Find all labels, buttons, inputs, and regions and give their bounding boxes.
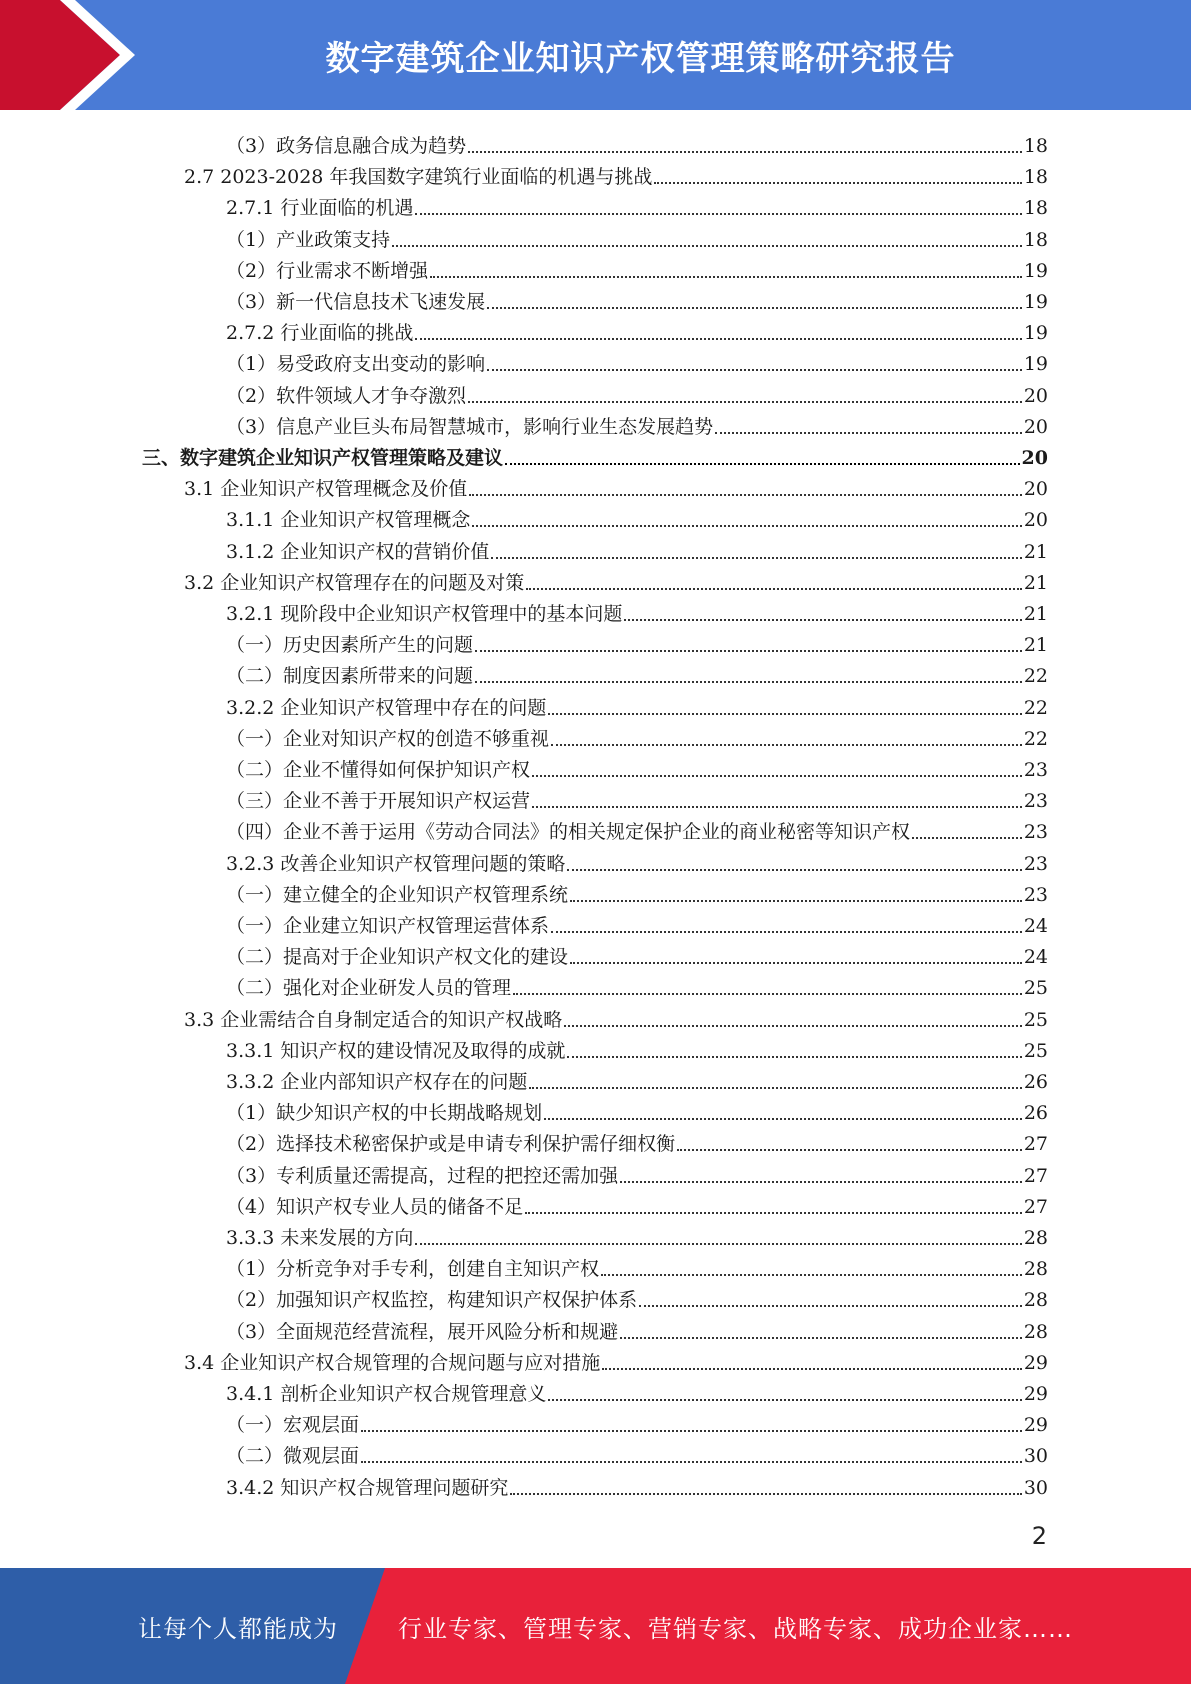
toc-entry-page: 20 (1021, 447, 1048, 469)
toc-dot-leader (677, 1148, 1022, 1151)
toc-entry[interactable] (226, 1032, 1048, 1063)
toc-entry-page: 28 (1023, 1227, 1048, 1249)
toc-entry[interactable] (226, 252, 1048, 283)
toc-entry-label: （2）加强知识产权监控，构建知识产权保护体系 (226, 1289, 638, 1312)
toc-entry-label: （二）企业不懂得如何保护知识产权 (226, 759, 531, 781)
toc-entry[interactable] (226, 1125, 1048, 1156)
toc-entry-page: 26 (1023, 1102, 1048, 1125)
toc-entry[interactable] (226, 1375, 1048, 1406)
toc-entry-label: 三、数字建筑企业知识产权管理策略及建议 (142, 447, 504, 469)
toc-entry-label: （3）新一代信息技术飞速发展 (226, 291, 486, 313)
toc-entry-label: （一）宏观层面 (226, 1414, 360, 1437)
toc-entry-page: 19 (1023, 291, 1048, 313)
toc-dot-leader (620, 1180, 1022, 1183)
toc-entry[interactable] (226, 876, 1048, 907)
toc-entry[interactable] (184, 1344, 1048, 1375)
toc-entry[interactable] (226, 1094, 1048, 1125)
toc-dot-leader (551, 930, 1022, 933)
toc-entry[interactable] (184, 564, 1048, 595)
toc-entry-label: （四）企业不善于运用《劳动合同法》的相关规定保护企业的商业秘密等知识产权 (226, 821, 911, 844)
toc-entry-label: 3.2.2 企业知识产权管理中存在的问题 (226, 696, 547, 719)
toc-dot-leader (392, 244, 1022, 247)
toc-entry-label: 3.4.1 剖析企业知识产权合规管理意义 (226, 1383, 547, 1405)
toc-dot-leader (570, 961, 1022, 964)
toc-entry[interactable] (226, 845, 1048, 876)
toc-dot-leader (526, 587, 1022, 590)
header-arrow-icon (0, 0, 160, 110)
toc-entry[interactable] (226, 751, 1048, 782)
toc-entry-page: 25 (1023, 1039, 1048, 1062)
toc-dot-leader (513, 992, 1022, 995)
toc-entry[interactable] (226, 314, 1048, 345)
toc-entry-label: （一）企业建立知识产权管理运营体系 (226, 915, 550, 937)
toc-dot-leader (620, 1336, 1022, 1339)
toc-entry-label: （3）政务信息融合成为趋势 (226, 135, 467, 157)
document-title: 数字建筑企业知识产权管理策略研究报告 (325, 38, 956, 79)
toc-entry-page: 22 (1023, 665, 1048, 688)
page-number: 2 (1031, 1522, 1047, 1550)
toc-entry[interactable] (184, 470, 1048, 501)
toc-dot-leader (570, 899, 1022, 902)
toc-entry-page: 21 (1023, 571, 1048, 594)
toc-entry-page: 28 (1023, 1289, 1048, 1312)
toc-entry[interactable] (226, 1188, 1048, 1219)
toc-entry-label: 3.2 企业知识产权管理存在的问题及对策 (184, 571, 525, 594)
toc-entry[interactable] (226, 501, 1048, 532)
toc-dot-leader (468, 150, 1022, 153)
toc-entry-page: 24 (1023, 946, 1048, 969)
toc-entry-page: 18 (1023, 197, 1048, 220)
toc-dot-leader (639, 1304, 1022, 1307)
toc-entry-label: （1）分析竞争对手专利，创建自主知识产权 (226, 1258, 600, 1281)
toc-entry-page: 23 (1023, 821, 1048, 844)
toc-entry-label: （二）微观层面 (226, 1445, 360, 1468)
toc-dot-leader (567, 1055, 1021, 1058)
toc-dot-leader (564, 1024, 1022, 1027)
toc-entry-page: 24 (1023, 915, 1048, 937)
toc-entry-label: （1）产业政策支持 (226, 228, 391, 251)
toc-entry-page: 27 (1023, 1164, 1048, 1187)
toc-entry[interactable] (226, 626, 1048, 657)
toc-entry-page: 22 (1023, 727, 1048, 750)
toc-dot-leader (551, 743, 1022, 746)
toc-entry[interactable] (226, 1063, 1048, 1094)
toc-entry[interactable] (226, 1157, 1048, 1188)
toc-entry-page: 29 (1023, 1414, 1048, 1437)
toc-entry-label: 3.3 企业需结合自身制定适合的知识产权战略 (184, 1008, 563, 1031)
toc-entry[interactable] (226, 377, 1048, 408)
toc-entry-page: 20 (1023, 478, 1048, 501)
toc-entry-page: 19 (1023, 259, 1048, 282)
toc-entry[interactable] (226, 345, 1048, 376)
toc-entry-label: （二）提高对于企业知识产权文化的建设 (226, 946, 569, 969)
toc-entry-label: （二）强化对企业研发人员的管理 (226, 977, 512, 1000)
toc-entry-page: 18 (1023, 135, 1048, 157)
toc-entry-page: 25 (1023, 1008, 1048, 1031)
toc-entry-page: 20 (1023, 415, 1048, 438)
toc-dot-leader (525, 1211, 1022, 1214)
toc-entry-page: 23 (1023, 852, 1048, 875)
toc-dot-leader (472, 524, 1021, 527)
toc-entry[interactable] (184, 1001, 1048, 1032)
toc-entry-label: 3.1.1 企业知识产权管理概念 (226, 509, 471, 532)
toc-dot-leader (469, 493, 1022, 496)
toc-entry[interactable] (226, 1469, 1048, 1500)
toc-dot-leader (475, 680, 1022, 683)
toc-entry-label: （一）历史因素所产生的问题 (226, 634, 474, 657)
toc-entry-page: 27 (1023, 1133, 1048, 1156)
toc-entry-page: 30 (1023, 1445, 1048, 1468)
toc-dot-leader (487, 368, 1022, 371)
toc-entry-page: 29 (1023, 1383, 1048, 1405)
toc-dot-leader (487, 306, 1022, 309)
toc-entry-label: （4）知识产权专业人员的储备不足 (226, 1195, 524, 1218)
toc-dot-leader (654, 181, 1021, 184)
toc-entry-page: 28 (1023, 1258, 1048, 1281)
toc-entry-page: 23 (1023, 790, 1048, 813)
toc-entry-label: 3.2.1 现阶段中企业知识产权管理中的基本问题 (226, 603, 623, 625)
toc-dot-leader (505, 462, 1020, 465)
toc-entry-label: 3.3.2 企业内部知识产权存在的问题 (226, 1071, 528, 1093)
footer-slogan-left: 让每个人都能成为 (138, 1614, 338, 1643)
toc-entry-label: 3.1 企业知识产权管理概念及价值 (184, 478, 468, 501)
toc-entry[interactable] (226, 1219, 1048, 1250)
toc-entry-label: （三）企业不善于开展知识产权运营 (226, 790, 531, 813)
toc-entry[interactable] (226, 533, 1048, 564)
toc-entry[interactable] (226, 813, 1048, 844)
toc-entry[interactable] (226, 720, 1048, 751)
toc-entry-label: 2.7.1 行业面临的机遇 (226, 197, 414, 220)
toc-entry[interactable] (226, 221, 1048, 252)
toc-entry[interactable] (226, 1313, 1048, 1344)
toc-dot-leader (415, 1242, 1021, 1245)
toc-entry[interactable] (184, 158, 1048, 189)
toc-entry-page: 27 (1023, 1195, 1048, 1218)
toc-entry[interactable] (226, 689, 1048, 720)
toc-dot-leader (532, 805, 1022, 808)
toc-entry[interactable] (226, 657, 1048, 688)
toc-dot-leader (415, 337, 1021, 340)
footer-banner (0, 1568, 1191, 1684)
toc-entry-label: （一）企业对知识产权的创造不够重视 (226, 727, 550, 750)
toc-dot-leader (548, 1398, 1021, 1401)
toc-entry[interactable] (226, 1437, 1048, 1468)
toc-dot-leader (361, 1460, 1022, 1463)
toc-entry-page: 21 (1023, 540, 1048, 563)
toc-entry-label: （一）建立健全的企业知识产权管理系统 (226, 883, 569, 906)
toc-entry[interactable] (226, 127, 1048, 158)
toc-entry[interactable] (226, 595, 1048, 626)
toc-dot-leader (529, 1086, 1021, 1089)
toc-entry[interactable] (226, 1406, 1048, 1437)
toc-dot-leader (544, 1117, 1022, 1120)
toc-entry-label: 3.3.1 知识产权的建设情况及取得的成就 (226, 1039, 566, 1062)
toc-dot-leader (601, 1273, 1022, 1276)
toc-entry-page: 20 (1023, 384, 1048, 407)
toc-entry-page: 19 (1023, 322, 1048, 345)
toc-dot-leader (624, 618, 1021, 621)
toc-entry-label: 2.7.2 行业面临的挑战 (226, 322, 414, 345)
toc-entry[interactable] (226, 782, 1048, 813)
toc-entry[interactable] (226, 1250, 1048, 1281)
toc-entry-page: 19 (1023, 353, 1048, 376)
toc-entry-label: （3）全面规范经营流程，展开风险分析和规避 (226, 1320, 619, 1343)
toc-entry-label: （1）缺少知识产权的中长期战略规划 (226, 1102, 543, 1125)
toc-entry-page: 29 (1023, 1351, 1048, 1374)
toc-entry-label: （3）专利质量还需提高，过程的把控还需加强 (226, 1164, 619, 1187)
toc-dot-leader (510, 1492, 1021, 1495)
toc-dot-leader (715, 431, 1022, 434)
toc-entry[interactable] (226, 907, 1048, 938)
toc-dot-leader (430, 275, 1022, 278)
toc-dot-leader (602, 1367, 1022, 1370)
toc-entry-page: 20 (1023, 509, 1048, 532)
toc-entry[interactable] (226, 969, 1048, 1000)
toc-entry[interactable] (226, 189, 1048, 220)
toc-dot-leader (415, 212, 1021, 215)
toc-dot-leader (532, 774, 1022, 777)
toc-entry-label: 3.1.2 企业知识产权的营销价值 (226, 540, 490, 563)
toc-entry-label: （2）行业需求不断增强 (226, 259, 429, 282)
toc-entry[interactable] (226, 408, 1048, 439)
toc-entry-label: （二）制度因素所带来的问题 (226, 665, 474, 688)
toc-entry-label: （3）信息产业巨头布局智慧城市，影响行业生态发展趋势 (226, 415, 714, 438)
toc-entry-page: 26 (1023, 1071, 1048, 1093)
toc-entry-page: 23 (1023, 883, 1048, 906)
toc-entry-label: （2）软件领域人才争夺激烈 (226, 384, 467, 407)
toc-dot-leader (567, 868, 1021, 871)
footer-slogan-right: 行业专家、管理专家、营销专家、战略专家、成功企业家…… (398, 1614, 1073, 1643)
toc-entry-page: 28 (1023, 1320, 1048, 1343)
toc-entry[interactable] (226, 1281, 1048, 1312)
toc-dot-leader (468, 400, 1022, 403)
toc-dot-leader (491, 556, 1021, 559)
toc-entry[interactable] (226, 283, 1048, 314)
toc-entry-page: 30 (1023, 1476, 1048, 1499)
toc-entry-label: 3.3.3 未来发展的方向 (226, 1227, 414, 1249)
toc-entry-label: 3.4.2 知识产权合规管理问题研究 (226, 1476, 509, 1499)
toc-entry-page: 21 (1023, 603, 1048, 625)
toc-dot-leader (912, 836, 1022, 839)
toc-entry[interactable] (142, 439, 1048, 470)
toc-entry-label: （2）选择技术秘密保护或是申请专利保护需仔细权衡 (226, 1133, 676, 1156)
header-banner (0, 0, 1191, 110)
toc-entry-label: 3.4 企业知识产权合规管理的合规问题与应对措施 (184, 1351, 601, 1374)
toc-dot-leader (475, 649, 1022, 652)
toc-entry-page: 22 (1023, 696, 1048, 719)
toc-entry-label: 2.7 2023-2028 年我国数字建筑行业面临的机遇与挑战 (184, 166, 653, 189)
toc-entry-page: 18 (1023, 228, 1048, 251)
toc-dot-leader (361, 1429, 1022, 1432)
toc-entry-label: 3.2.3 改善企业知识产权管理问题的策略 (226, 852, 566, 875)
toc-entry-page: 25 (1023, 977, 1048, 1000)
toc-entry-page: 18 (1023, 166, 1048, 189)
toc-entry-page: 23 (1023, 759, 1048, 781)
toc-dot-leader (548, 712, 1021, 715)
toc-entry-label: （1）易受政府支出变动的影响 (226, 353, 486, 376)
toc-entry[interactable] (226, 938, 1048, 969)
toc-entry-page: 21 (1023, 634, 1048, 657)
